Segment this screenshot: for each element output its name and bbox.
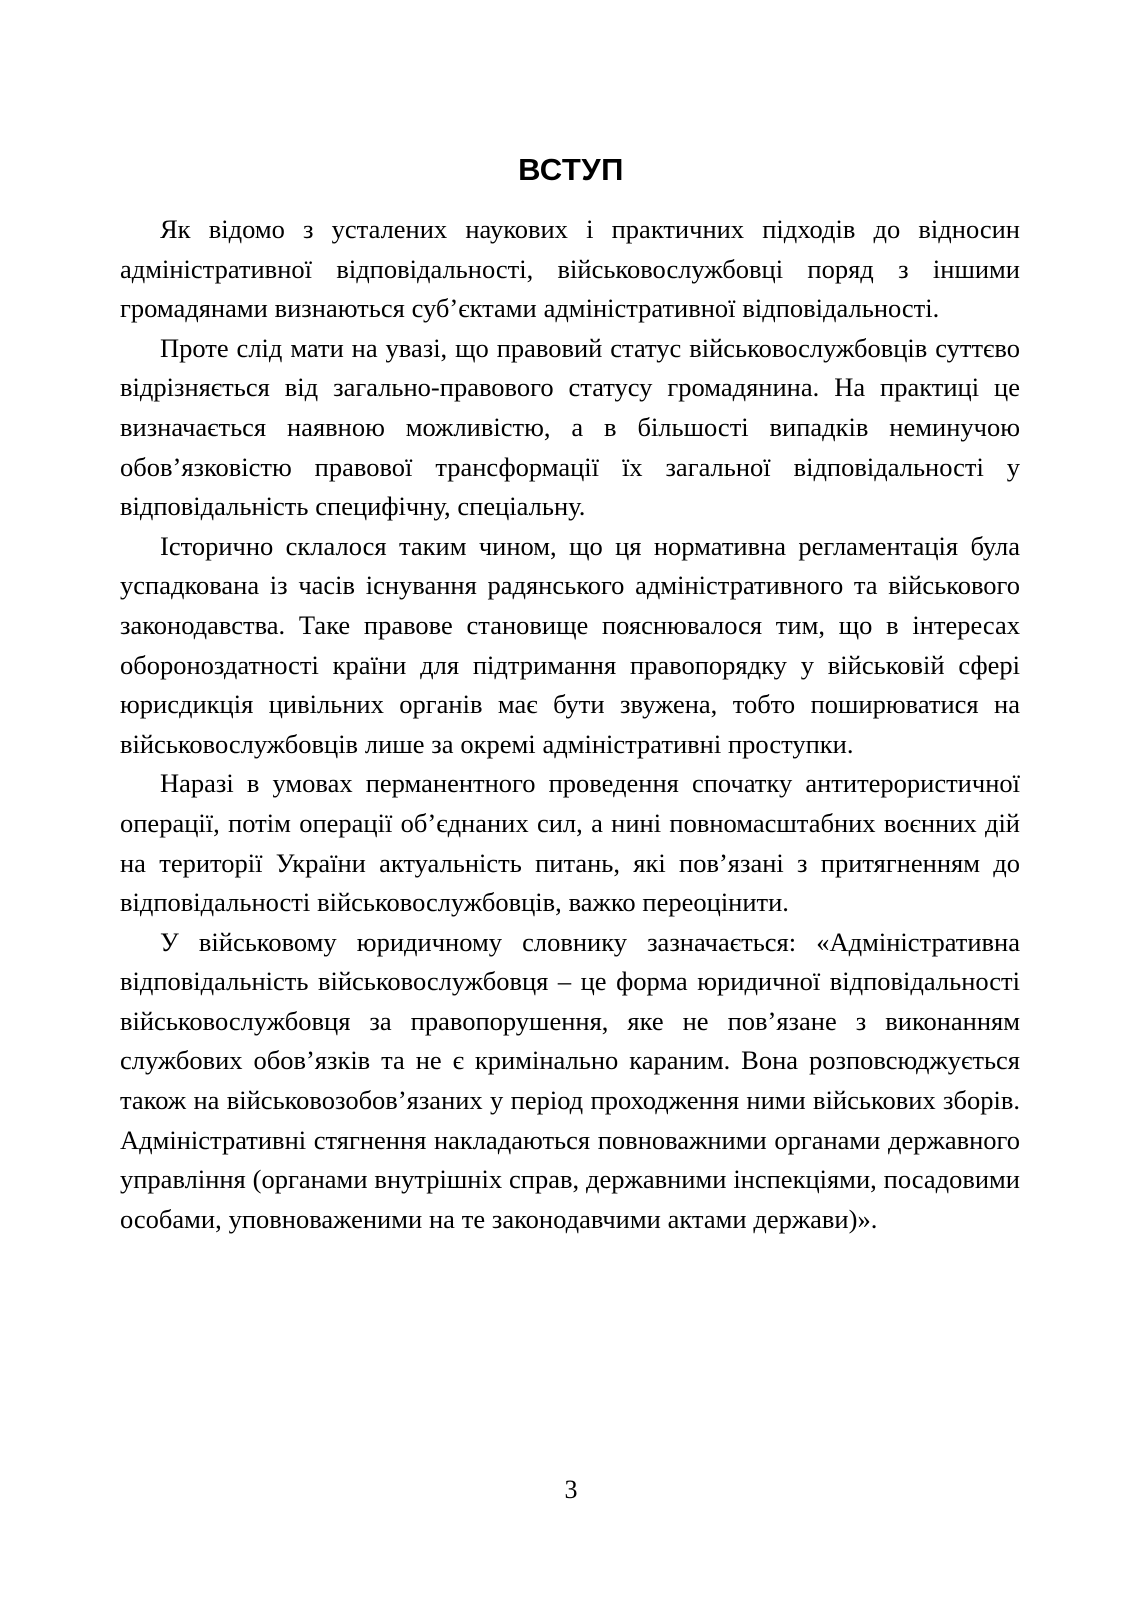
- paragraph-4: Наразі в умовах перманентного проведення спочатку антитерористичної операції, потім операції об’єднаних сил, а нині повномасштабних воєнних дій на території України актуальність питань, які пов’язані з притягненням до відповідальності військовослужбовців, важко переоцінити.: [120, 768, 1020, 918]
- paragraph-3: Історично склалося таким чином, що ця нормативна регламентація була успадкована із часів існування радянського адміністративного та військового законодавства. Таке правове становище пояснювалося тим, що в інтересах обороноздатності країни для підтримання правопорядку у військовій сфері юрисдикція цивільних органів має бути звужена, тобто поширюватися на військовослужбовців лише за окремі адміністративні проступки.: [120, 530, 1020, 759]
- page-number: 3: [564, 1475, 578, 1504]
- page-title: ВСТУП: [518, 151, 624, 187]
- paragraph-1: Як відомо з усталених наукових і практичних підходів до відносин адміністративної відповідальності, військовослужбовці поряд з іншими громадянами визнаються суб’єктами адміністративної відповідальності.: [120, 214, 1020, 324]
- body-text-block: [120, 210, 1020, 1239]
- paragraph-5: У військовому юридичному словнику зазначається: «Адміністративна відповідальність військовослужбовця – це форма юридичної відповідальності військовослужбовця за правопорушення, яке не пов’язане з виконанням службових обов’язків та не є кримінально караним. Вона розповсюджується також на військовозобов’язаних у період проходження ними військових зборів. Адміністративні стягнення накладаються повноважними органами державного управління (органами внутрішніх справ, державними інспекціями, посадовими особами, уповноваженими на те законодавчими актами держави)».: [120, 926, 1020, 1234]
- paragraph-2: Проте слід мати на увазі, що правовий статус військовослужбовців суттєво відрізняється від загально-правового статусу громадянина. На практиці це визначається наявною можливістю, а в більшості випадків неминучою обов’язковістю правової трансформації їх загальної відповідальності у відповідальність специфічну, спеціальну.: [120, 332, 1020, 522]
